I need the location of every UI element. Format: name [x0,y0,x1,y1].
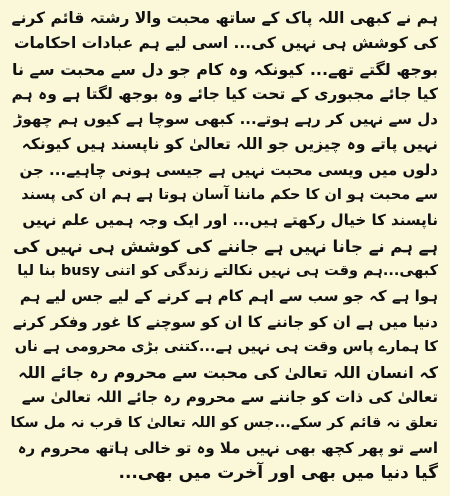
text-line: تعالیٰ کی ذات کو جاننے سے محروم رہ جائے اللہ تعالیٰ سے [21,388,438,407]
text-line: کہ انسان اللہ تعالیٰ کی محبت سے محروم رہ جائے اللہ [18,363,438,383]
text-line: کا ہمارے پاس وقت ہی نہیں ہے...کتنی بڑی محرومی ہے ناں [14,338,438,355]
text-line: ہے ہم نے جانا نہیں ہے جاننے کی کوشش ہی نہیں کی [13,236,438,256]
text-line: نہیں پاتے وہ چیزیں جو اللہ تعالیٰ کو ناپسند ہیں کیونکہ [21,135,438,154]
text-line: دنیا میں ہے ان کو جاننے کا ان کو سوچنے کا غور وفکر کرنے [12,312,438,331]
text-line: سے محبت ہو ان کا حکم ماننا آسان ہوتا ہے ہم ان کی پسند [21,187,438,204]
text-line: دل سے نہیں کر رہے ہوتے... کبھی سوچا ہے کیوں ہم چھوڑ [13,110,438,129]
text-line: ہم نے کبھی اللہ پاک کے ساتھ محبت والا رشتہ قائم کرنے [11,9,438,27]
text-line: ہوا ہے کہ جو سب سے اہم کام ہے کرنے کے لیے جس لیے ہم [19,287,438,306]
text-line: کی کوشش ہی نہیں کی... اسی لیے ہم عبادات احکامات [13,34,438,53]
text-line: کیا جائے مجبوری کے تحت کیا جائے وہ بوجھ لگتا ہے وہ ہم [11,84,438,103]
urdu-text-block [10,6,438,487]
text-line: گیا دنیا میں بھی اور آخرت میں بھی... [118,463,438,484]
text-line: کبھی...ہم وقت ہی نہیں نکالتے زندگی کو اتنی busy بنا لیا [17,262,438,279]
text-line: دلوں میں ویسی محبت نہیں ہے جیسی ہونی چاہیے... جن [19,160,438,179]
text-line: ناپسند کا خیال رکھتے ہیں... اور ایک وجہ ہمیں علم نہیں [22,211,438,230]
text-line: اسے تو پھر کچھ بھی نہیں ملا وہ تو خالی ہاتھ محروم رہ [17,439,438,458]
text-line: بوجھ لگتے تھے... کیونکہ وہ کام جو دل سے محبت سے نا [11,59,438,79]
text-line: تعلق نہ قائم کر سکے...جس کو اللہ تعالیٰ کا قرب نہ مل سکا [10,414,438,431]
